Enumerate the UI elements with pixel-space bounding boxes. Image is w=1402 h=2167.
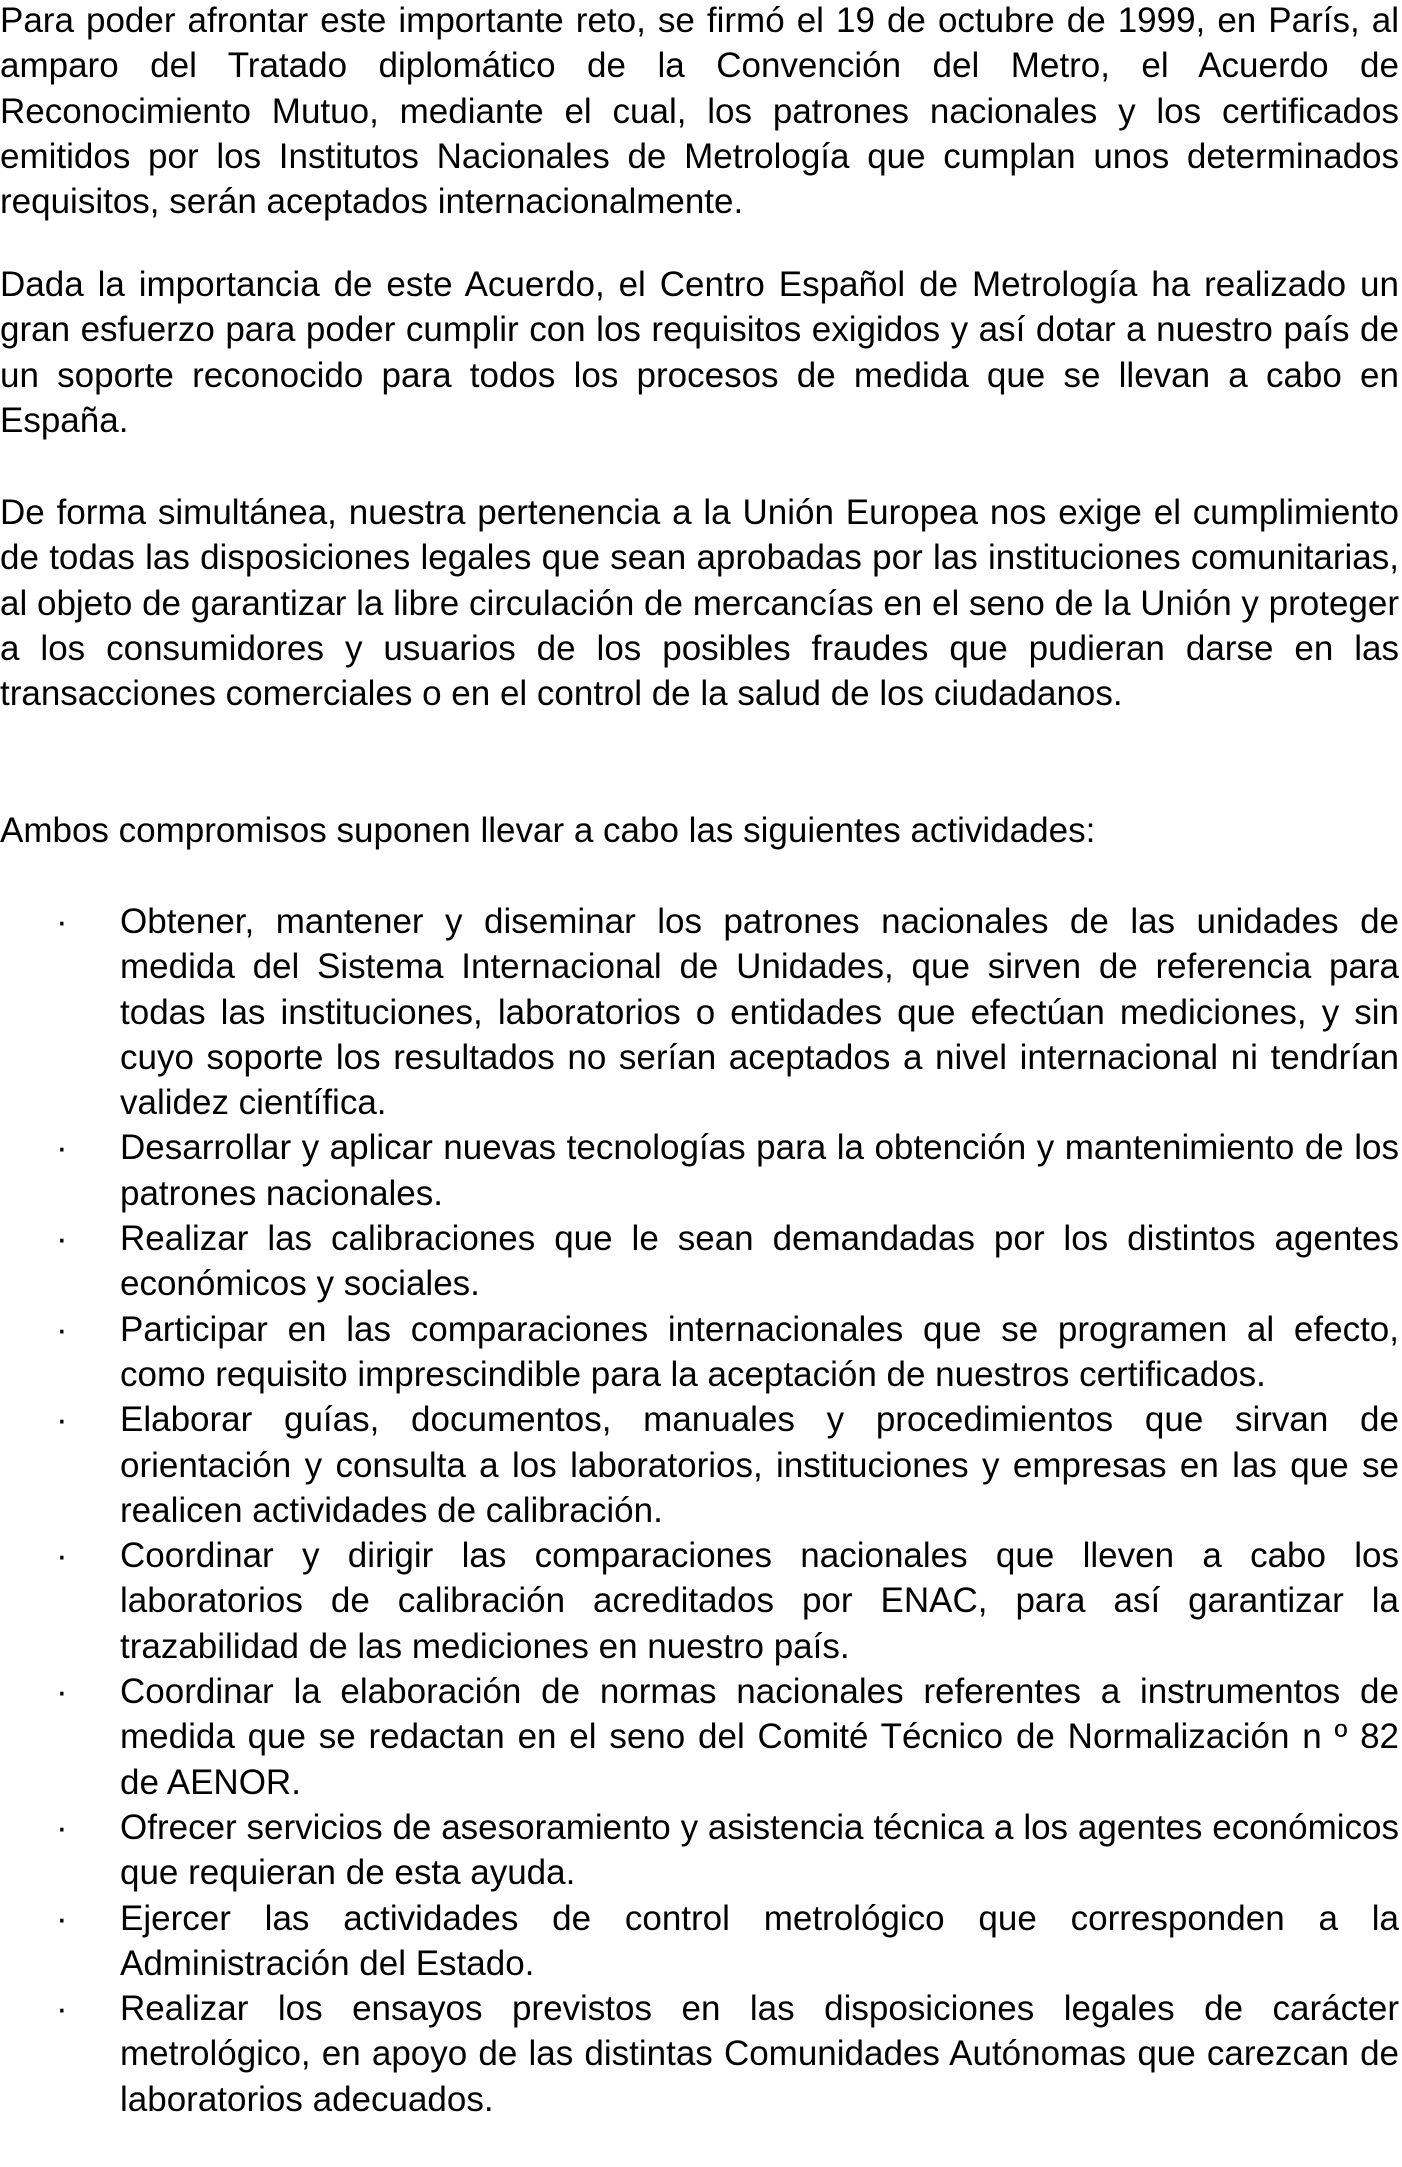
list-item-text: Ofrecer servicios de asesoramiento y asistencia técnica a los agentes económicos que requieran de esta ayuda. [120, 1807, 1399, 1893]
bullet-icon: · [56, 1128, 68, 1168]
bullet-icon: · [56, 1807, 68, 1847]
list-item-text: Desarrollar y aplicar nuevas tecnologías para la obtención y mantenimiento de los patrones nacionales. [120, 1128, 1399, 1213]
list-item [0, 899, 1399, 1125]
bullet-icon: · [56, 1400, 68, 1440]
bullet-icon: · [56, 1989, 68, 2029]
bullet-icon: · [56, 902, 68, 941]
paragraph-acuerdo-reconocimiento: Para poder afrontar este importante reto, se firmó el 19 de octubre de 1999, en París, al amparo del Tratado diplomático de la Convención del Metro, el Acuerdo de Reconocimiento Mutuo, mediante el cual, los patrones nacionales y los certificados emitidos por los Institutos Nacionales de Metrología que cumplan unos determinados requisitos, serán aceptados internacionalmente. [0, 1, 1399, 222]
list-item [0, 1307, 1399, 1398]
bullet-icon: · [56, 1672, 68, 1712]
paragraph-importancia-acuerdo: Dada la importancia de este Acuerdo, el Centro Español de Metrología ha realizado un gran esfuerzo para poder cumplir con los requisitos exigidos y así dotar a nuestro país de un soporte reconocido para todos los procesos de medida que se llevan a cabo en España. [0, 265, 1399, 440]
list-item [0, 1986, 1399, 2122]
list-item [0, 1533, 1399, 1669]
list-item-text: Realizar los ensayos previstos en las disposiciones legales de carácter metrológico, en apoyo de las distintas Comunidades Autónomas que carezcan de laboratorios adecuados. [120, 1989, 1399, 2119]
list-item-text: Obtener, mantener y diseminar los patrones nacionales de las unidades de medida del Sistema Internacional de Unidades, que sirven de referencia para todas las instituciones, laboratorios o entidades que efectúan mediciones, y sin cuyo soporte los resultados no serían aceptados a nivel internacional ni tendrían validez científica. [120, 902, 1399, 1123]
list-item-text: Participar en las comparaciones internacionales que se programen al efecto, como requisito imprescindible para la aceptación de nuestros certificados. [120, 1309, 1399, 1394]
list-item-text: Coordinar la elaboración de normas nacionales referentes a instrumentos de medida que se redactan en el seno del Comité Técnico de Normalización n º 82 de AENOR. [120, 1672, 1399, 1802]
bullet-icon: · [56, 1536, 68, 1576]
list-item [0, 1896, 1399, 1987]
activities-list [0, 899, 1399, 2122]
list-item-text: Ejercer las actividades de control metrológico que corresponden a la Administración del Estado. [120, 1898, 1399, 1983]
list-item-text: Elaborar guías, documentos, manuales y procedimientos que sirvan de orientación y consulta a los laboratorios, instituciones y empresas en las que se realicen actividades de calibración. [120, 1400, 1399, 1530]
paragraph-union-europea: De forma simultánea, nuestra pertenencia a la Unión Europea nos exige el cumplimiento de todas las disposiciones legales que sean aprobadas por las instituciones comunitarias, al objeto de garantizar la libre circulación de mercancías en el seno de la Unión y proteger a los consumidores y usuarios de los posibles fraudes que pudieran darse en las transacciones comerciales o en el control de la salud de los ciudadanos. [0, 493, 1399, 714]
list-item [0, 1397, 1399, 1533]
bullet-icon: · [56, 1898, 68, 1938]
list-item [0, 1216, 1399, 1307]
bullet-icon: · [56, 1219, 68, 1259]
list-item [0, 1125, 1399, 1216]
paragraph-ambos-compromisos: Ambos compromisos suponen llevar a cabo las siguientes actividades: [0, 811, 1096, 850]
list-item [0, 1669, 1399, 1805]
list-item-text: Realizar las calibraciones que le sean demandadas por los distintos agentes económicos y sociales. [120, 1219, 1399, 1304]
list-item-text: Coordinar y dirigir las comparaciones nacionales que lleven a cabo los laboratorios de calibración acreditados por ENAC, para así garantizar la trazabilidad de las mediciones en nuestro país. [120, 1536, 1399, 1666]
list-item [0, 1805, 1399, 1896]
bullet-icon: · [56, 1309, 68, 1349]
